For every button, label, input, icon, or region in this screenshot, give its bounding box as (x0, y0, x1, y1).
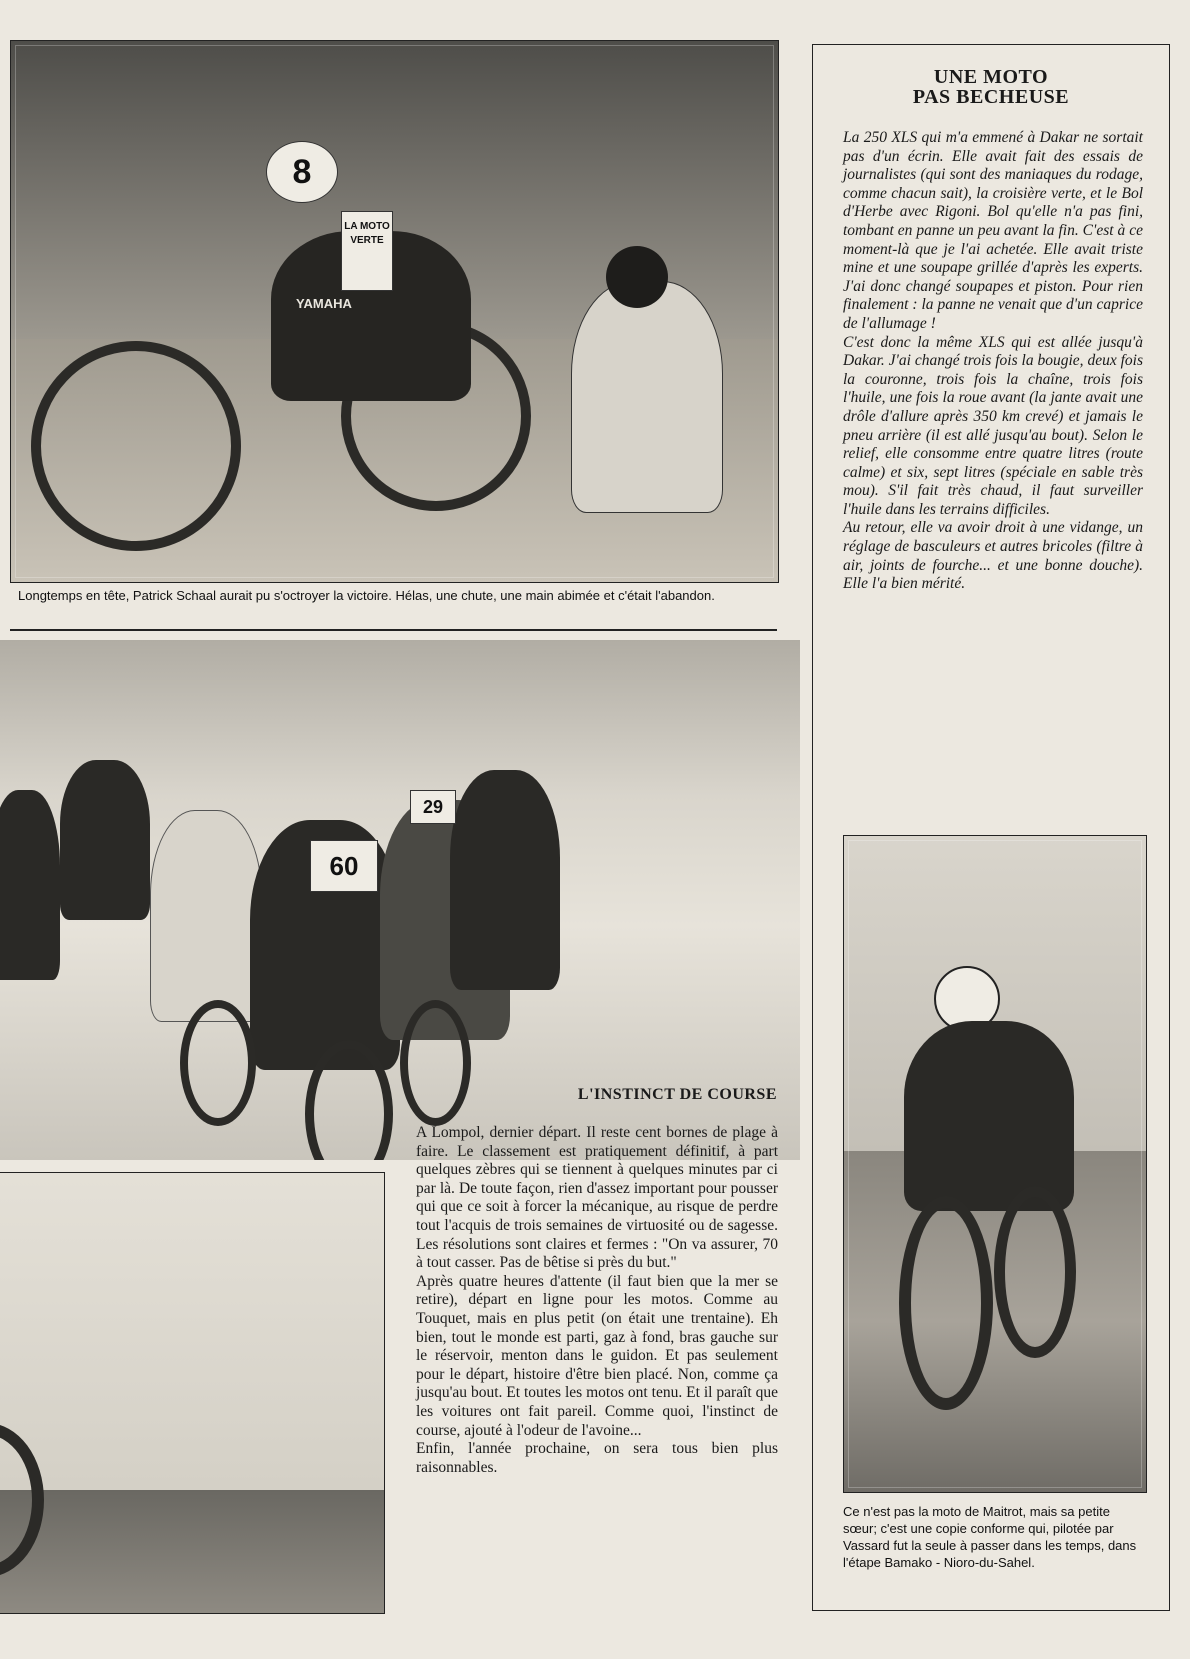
photo-vassard (843, 835, 1147, 1493)
sidebar-box (812, 44, 1170, 1611)
rider-pack-3 (150, 810, 262, 1022)
rider-pack-1 (0, 790, 60, 980)
sidebar-paragraph: C'est donc la même XLS qui est allée jusqu'à Dakar. J'ai changé trois fois la bougie, deux fois la couronne, trois fois la chaîne, trois fois l'huile, une fois la roue avant (la jante avait une drôle d'allure après 350 km crevé) et jamais le pneu arrière (il est allé jusqu'au bout). Selon le relief, elle consomme entre quatre litres (route calme) et six, sept litres (spéciale en sable très mou). S'il fait très chaud, il faut surveiller l'huile dans les terrains difficiles. (843, 333, 1143, 518)
rider-pack-6 (450, 770, 560, 990)
rider-pack-2 (60, 760, 150, 920)
sidebar-title: UNE MOTO PAS BECHEUSE (912, 66, 1070, 108)
vassard-front-wheel (899, 1196, 993, 1410)
article-paragraph: Enfin, l'année prochaine, on sera tous bien plus raisonnables. (416, 1440, 778, 1476)
caption-right-photo: Ce n'est pas la moto de Maitrot, mais sa petite sœur; c'est une copie conforme qui, pilotée par Vassard fut la seule à passer dans les temps, dans l'étape Bamako - Nioro-du-Sahel. (843, 1504, 1137, 1570)
tank-logo: YAMAHA (296, 296, 352, 311)
mechanic-rider (571, 281, 723, 513)
sidebar-paragraph: La 250 XLS qui m'a emmené à Dakar ne sortait pas d'un écrin. Elle avait fait des essais de journalistes (qui sont des maniaques du rodage, comme chacun sait), la croisière verte, et le Bol d'Herbe avec Rigoni. Bol qu'elle n'a pas fini, tombant en panne un peu avant la fin. C'est à ce moment-là que je l'ai achetée. Elle avait triste mine et une soupape grillée d'après les experts. J'ai donc changé soupapes et piston. Pour rien finalement : la panne ne venait que d'un caprice de l'allumage ! (843, 129, 1143, 332)
article-body (416, 1124, 778, 1477)
article-title: L'INSTINCT DE COURSE (577, 1086, 777, 1103)
front-wheel (31, 341, 241, 551)
mechanic-head (606, 246, 668, 308)
photo-lower-left (0, 1172, 385, 1614)
sidebar-paragraph: Au retour, elle va avoir droit à une vidange, un réglage de basculeurs et autres bricoles (filtre à air, joints de fourche... et une bonne douche). Elle l'a bien mérité. (843, 519, 1143, 593)
article-paragraph: A Lompol, dernier départ. Il reste cent bornes de plage à faire. Le classement est pratiquement définitif, à part quelques zèbres qui se tiennent à quelques minutes par ci par là. De toute façon, rien d'assez important pour pousser qui que ce soit à forcer la mécanique, au risque de perdre tout l'acquis de trois semaines de virtuosité ou de sagesse. Les résolutions sont claires et fermes : "On va assurer, 70 à tout casser. Pas de bêtise si près du but." (416, 1124, 778, 1272)
sidebar-body (843, 129, 1143, 594)
bike-number-plate (266, 141, 338, 203)
fairing-sticker: LA MOTO VERTE (341, 211, 393, 291)
pack-wheel-1 (180, 1000, 256, 1126)
photo-beach-start (0, 640, 800, 1160)
photo-schaal-bike (10, 40, 779, 583)
pack-wheel-3 (400, 1000, 471, 1126)
article-paragraph: Après quatre heures d'attente (il faut bien que la mer se retire), départ en ligne pour les motos. Comme au Touquet, mais en plus petit (on était une trentaine). Eh bien, tout le monde est parti, gaz à fond, bras gauche sur le réservoir, menton dans le guidon. Et pas seulement pour le départ, histoire d'être bien placé. Non, comme ça jusqu'au bout. Et toutes les motos ont tenu. Et il paraît que les voitures ont fait pareil. Comme quoi, l'instinct de course, ajouté à l'odeur de l'avoine... (416, 1272, 778, 1439)
rider-body (904, 1021, 1074, 1211)
caption-top-photo: Longtemps en tête, Patrick Schaal aurait pu s'octroyer la victoire. Hélas, une chute, une main abimée et c'était l'abandon. (18, 588, 715, 603)
bib-60: 60 (310, 840, 378, 892)
bib-29: 29 (410, 790, 456, 824)
caption-divider (10, 629, 777, 631)
vassard-rear-wheel (994, 1186, 1076, 1358)
bike-number: 8 (292, 153, 312, 191)
